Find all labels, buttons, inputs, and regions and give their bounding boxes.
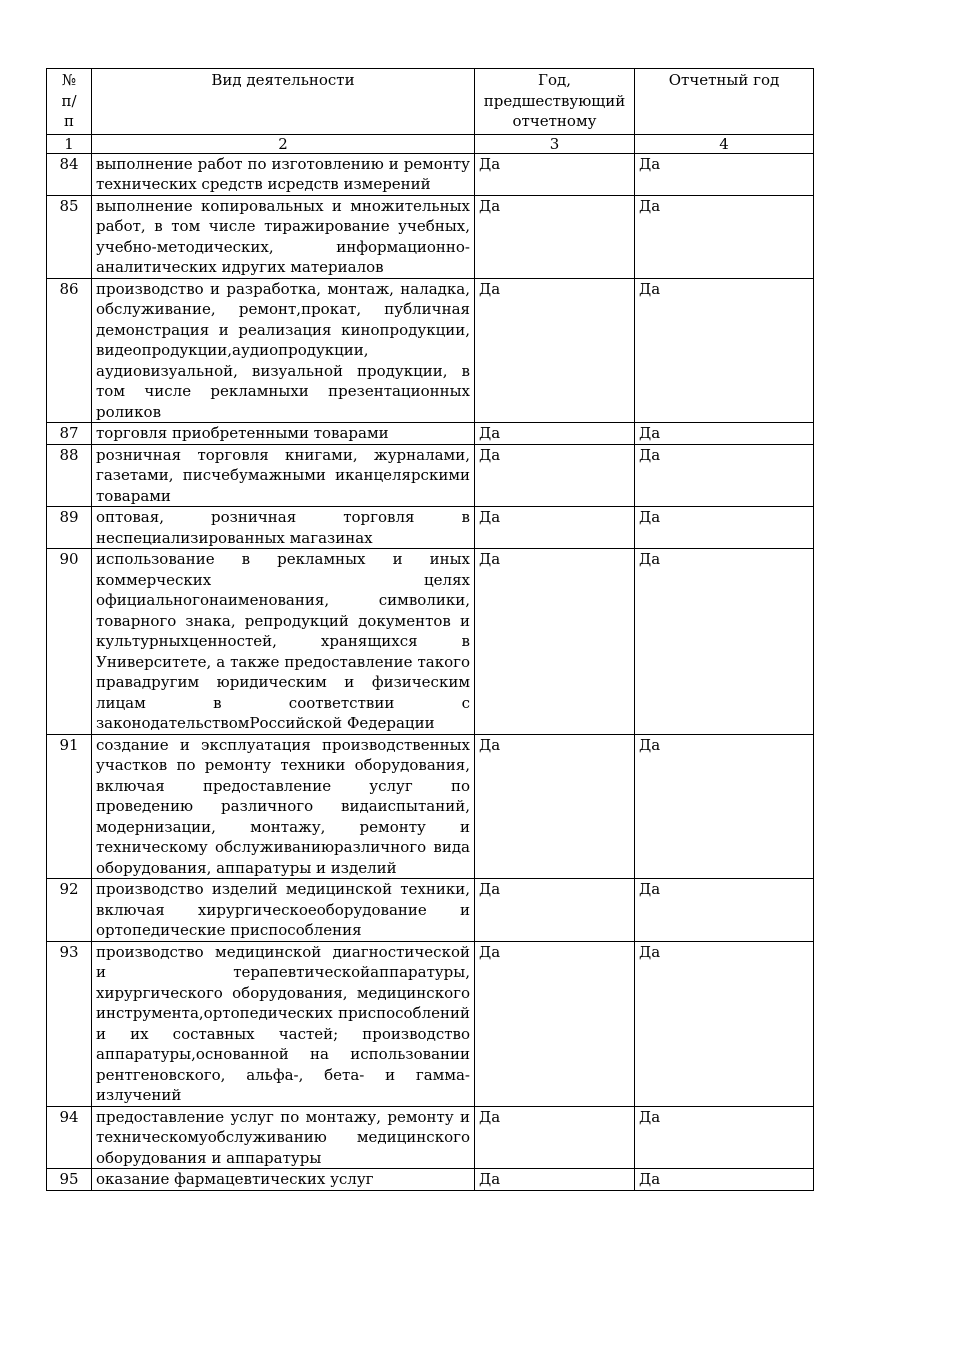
table-row [47,278,814,423]
row-number: 85 [47,195,92,278]
row-number: 94 [47,1106,92,1169]
activity-description: создание и эксплуатация производственных участков по ремонту техники оборудования, включая предоставление услуг по проведению различного видаиспытаний, модернизации, монтажу, ремонту и техническому обслуживаниюразличного вида оборудования, аппаратуры и изделий [92,734,475,879]
column-number-row [47,134,814,153]
row-number: 88 [47,444,92,507]
prev-year-value: Да [475,1169,635,1191]
activity-description: оказание фармацевтических услуг [92,1169,475,1191]
table-row [47,153,814,195]
activity-description: производство изделий медицинской техники, включая хирургическоеоборудование и ортопедические приспособления [92,879,475,942]
header-prev-year: Год, предшествующий отчетному [475,69,635,135]
column-number: 2 [92,134,475,153]
column-number: 4 [635,134,814,153]
activity-description: производство и разработка, монтаж, наладка, обслуживание, ремонт,прокат, публичная демонстрация и реализация кинопродукции, видеопродукции,аудиопродукции, аудиовизуальной, визуальной продукции, в том числе рекламныхи презентационных роликов [92,278,475,423]
table-row [47,941,814,1106]
report-year-value: Да [635,941,814,1106]
activity-description: розничная торговля книгами, журналами, газетами, писчебумажными иканцелярскими товарами [92,444,475,507]
header-activity: Вид деятельности [92,69,475,135]
report-year-value: Да [635,444,814,507]
table-row [47,195,814,278]
column-number: 3 [475,134,635,153]
activity-description: предоставление услуг по монтажу, ремонту и техническомуобслуживанию медицинского оборудования и аппаратуры [92,1106,475,1169]
report-year-value: Да [635,1169,814,1191]
row-number: 89 [47,507,92,549]
prev-year-value: Да [475,195,635,278]
activity-description: производство медицинской диагностической и терапевтическойаппаратуры, хирургического оборудования, медицинского инструмента,ортопедических приспособлений и их составных частей; производство аппаратуры,основанной на использовании рентгеновского, альфа-, бета- и гамма- излучений [92,941,475,1106]
row-number: 90 [47,549,92,735]
prev-year-value: Да [475,879,635,942]
table-row [47,1106,814,1169]
row-number: 84 [47,153,92,195]
activity-description: использование в рекламных и иных коммерческих целях официальногонаименования, символики, товарного знака, репродукций документов и культурныхценностей, хранящихся в Университете, а также предоставление такого правадругим юридическим и физическим лицам в соответствии с законодательствомРоссийской Федерации [92,549,475,735]
report-year-value: Да [635,278,814,423]
prev-year-value: Да [475,444,635,507]
prev-year-value: Да [475,507,635,549]
report-year-value: Да [635,549,814,735]
activities-table [46,68,814,1191]
report-year-value: Да [635,153,814,195]
activity-description: оптовая, розничная торговля в неспециализированных магазинах [92,507,475,549]
report-year-value: Да [635,734,814,879]
row-number: 95 [47,1169,92,1191]
table-row [47,507,814,549]
row-number: 93 [47,941,92,1106]
table-row [47,444,814,507]
activity-description: выполнение работ по изготовлению и ремонту технических средств исредств измерений [92,153,475,195]
row-number: 91 [47,734,92,879]
report-year-value: Да [635,195,814,278]
row-number: 86 [47,278,92,423]
activity-description: выполнение копировальных и множительных работ, в том числе тиражирование учебных, учебно-методических, информационно-аналитических идругих материалов [92,195,475,278]
prev-year-value: Да [475,549,635,735]
prev-year-value: Да [475,734,635,879]
prev-year-value: Да [475,1106,635,1169]
table-row [47,423,814,445]
table-row [47,549,814,735]
table-row [47,879,814,942]
prev-year-value: Да [475,278,635,423]
row-number: 92 [47,879,92,942]
header-report-year: Отчетный год [635,69,814,135]
report-year-value: Да [635,423,814,445]
prev-year-value: Да [475,153,635,195]
report-year-value: Да [635,1106,814,1169]
header-row [47,69,814,135]
prev-year-value: Да [475,423,635,445]
prev-year-value: Да [475,941,635,1106]
activities-table-body [47,69,814,1191]
report-year-value: Да [635,879,814,942]
activity-description: торговля приобретенными товарами [92,423,475,445]
header-num: № п/п [47,69,92,135]
column-number: 1 [47,134,92,153]
table-row [47,734,814,879]
row-number: 87 [47,423,92,445]
table-row [47,1169,814,1191]
report-year-value: Да [635,507,814,549]
